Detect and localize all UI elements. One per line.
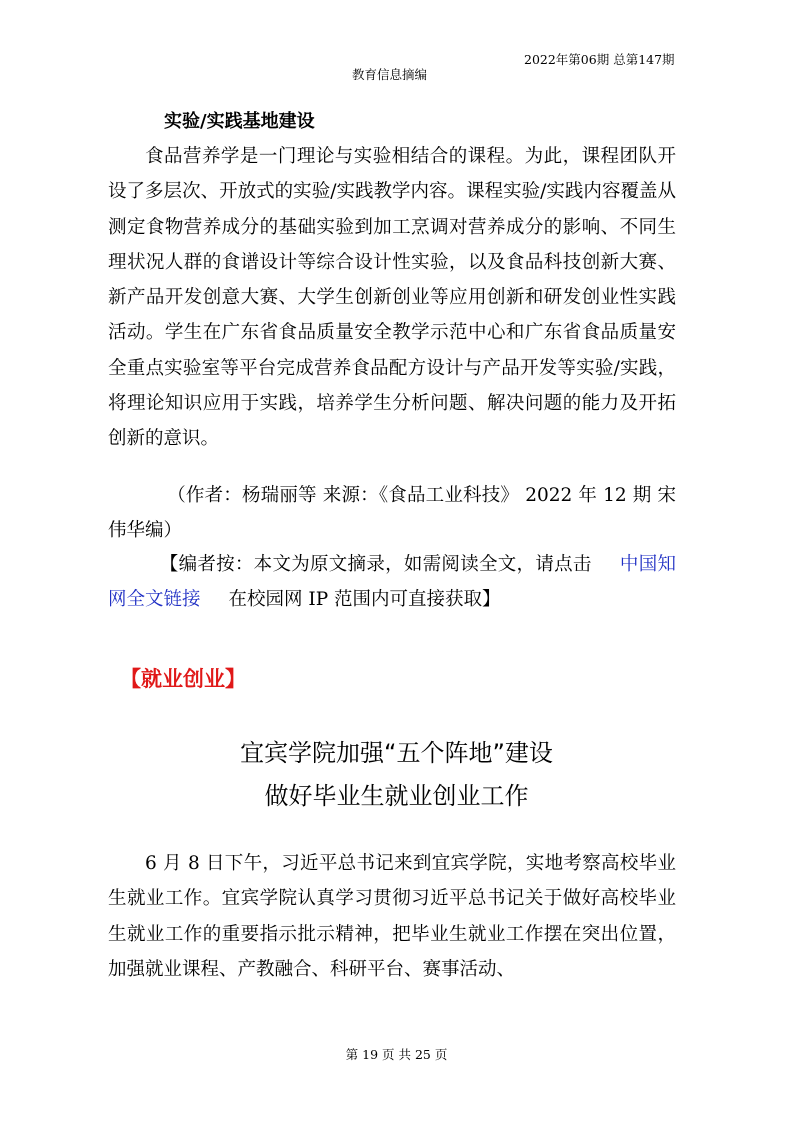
editor-note (108, 547, 676, 618)
section-heading: 实验/实践基地建设 (164, 111, 315, 132)
section-body: 食品营养学是一门理论与实验相结合的课程。为此，课程团队开设了多层次、开放式的实验/实践教学内容。课程实验/实践内容覆盖从测定食物营养成分的基础实验到加工烹调对营养成分的影响、不同生理状况人群的食谱设计等综合设计性实验，以及食品科技创新大赛、新产品开发创意大赛、大学生创新创业等应用创新和研发创业性实践活动。学生在广东省食品质量安全教学示范中心和广东省食品质量安全重点实验室等平台完成营养食品配方设计与产品开发等实验/实践，将理论知识应用于实践，培养学生分析问题、解决问题的能力及开拓创新的意识。 (108, 146, 676, 450)
article-title-line2: 做好毕业生就业创业工作 (264, 782, 529, 810)
issue-number: 2022年第06期 总第147期 (524, 52, 675, 67)
page-number: 第 19 页 共 25 页 (345, 1047, 448, 1062)
page-header (344, 50, 675, 98)
article-title-line1: 宜宾学院加强“五个阵地”建设 (240, 739, 553, 767)
editor-note-prefix: 【编者按：本文为原文摘录，如需阅读全文，请点击 (159, 554, 592, 575)
source-citation: （作者：杨瑞丽等 来源：《食品工业科技》 2022 年 12 期 宋伟华编） (108, 485, 676, 542)
journal-name: 教育信息摘编 (351, 67, 427, 82)
cnki-fulltext-link[interactable]: 中国知网全文链接 (108, 554, 676, 611)
article-body: 6 月 8 日下午，习近平总书记来到宜宾学院，实地考察高校毕业生就业工作。宜宾学院认真学习贯彻习近平总书记关于做好高校毕业生就业工作的重要指示批示精神，把毕业生就业工作摆在突出位置，加强就业课程、产教融合、科研平台、赛事活动、 (108, 853, 676, 980)
category-label: 【就业创业】 (120, 667, 246, 691)
editor-note-suffix: 在校园网 IP 范围内可直接获取】 (228, 589, 501, 611)
